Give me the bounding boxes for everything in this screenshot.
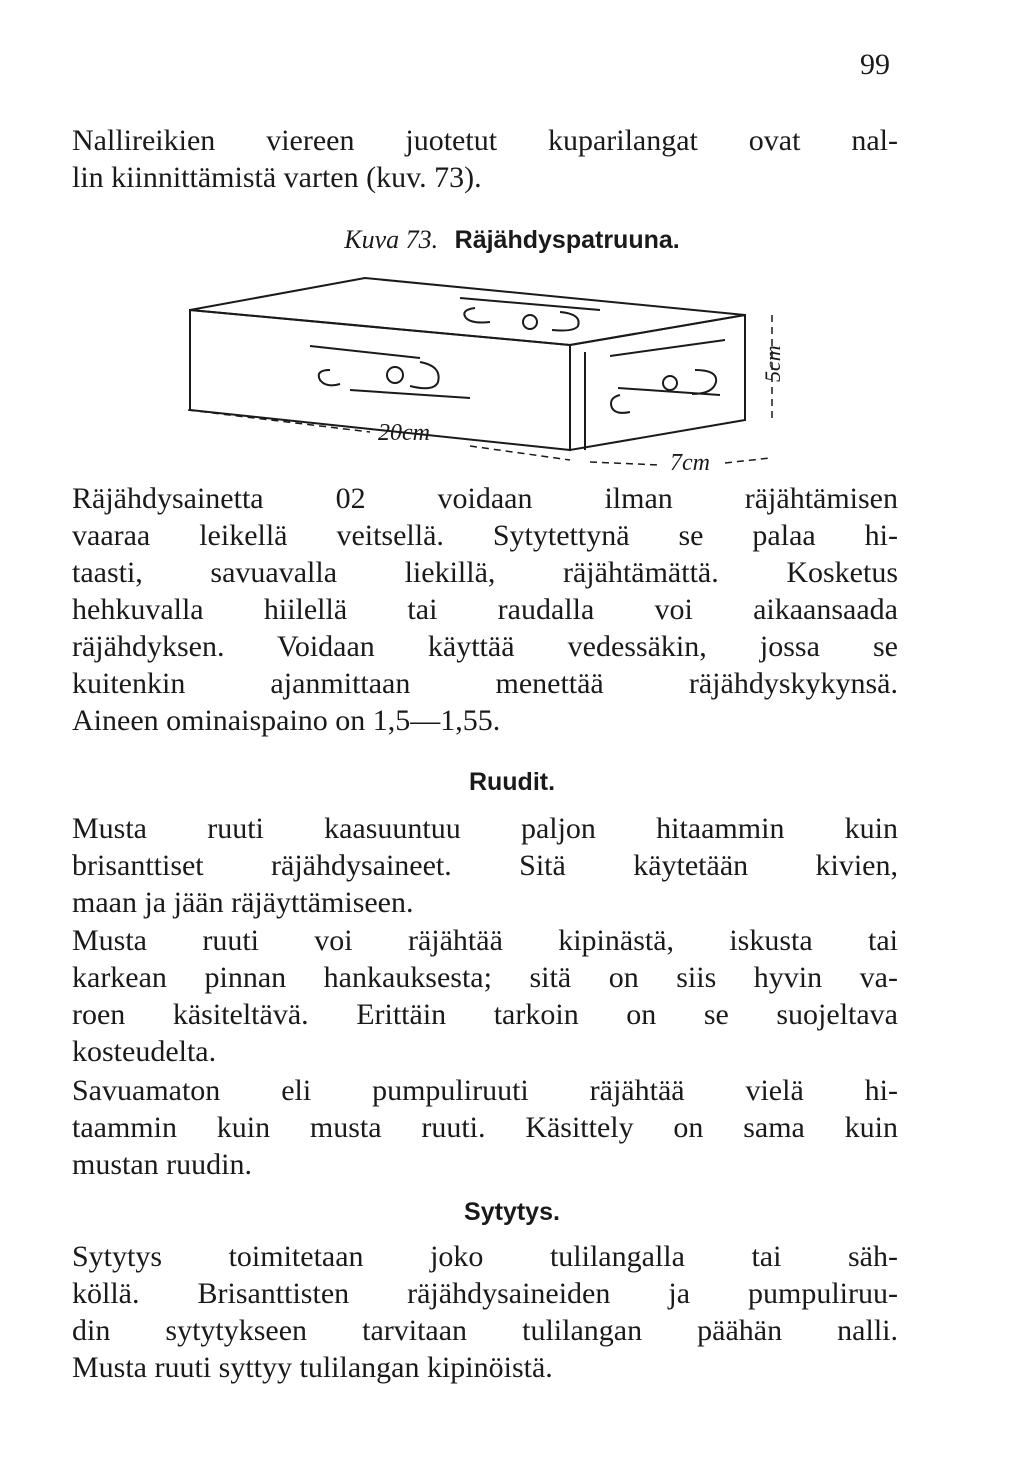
width-label: 7cm (670, 450, 710, 476)
text-line: räjähdyksen. Voidaan käyttää vedessäkin, jossa se (72, 630, 898, 663)
text-line: maan ja jään räjäyttämiseen. (72, 886, 414, 919)
intro-paragraph (72, 122, 898, 196)
text-line: Aineen ominaispaino on 1,5—1,55. (72, 704, 501, 737)
text-line: din sytytykseen tarvitaan tulilangan päähän nalli. (72, 1314, 898, 1347)
heading-ruudit: Ruudit. (468, 768, 556, 796)
height-label: 5cm (760, 345, 785, 382)
box-end-face (570, 315, 745, 450)
text-line: mustan ruudin. (72, 1148, 252, 1181)
paragraph-smokeless-powder (72, 1072, 898, 1183)
box-top-face (190, 278, 745, 345)
text-line: taammin kuin musta ruuti. Käsittely on sama kuin (72, 1111, 898, 1144)
text-line: kosteudelta. (72, 1035, 217, 1068)
text-line: hehkuvalla hiilellä tai raudalla voi aikaansaada (72, 593, 898, 626)
text-line: kuitenkin ajanmittaan menettää räjähdyskykynsä. (72, 667, 898, 700)
text-line: vaaraa leikellä veitsellä. Sytytettynä se palaa hi- (72, 519, 898, 552)
text-line: roen käsiteltävä. Erittäin tarkoin on se suojeltava (72, 998, 898, 1031)
paragraph-ignition (72, 1238, 898, 1386)
text-line: Nallireikien viereen juotetut kuparilangat ovat nal- (72, 124, 898, 157)
text-line: brisanttiset räjähdysaineet. Sitä käytetään kivien, (72, 849, 898, 882)
length-label: 20cm (378, 420, 430, 446)
text-line: köllä. Brisanttisten räjähdysaineiden ja pumpuliruu- (72, 1277, 898, 1310)
figure-number: Kuva 73. (344, 225, 439, 254)
text-line: karkean pinnan hankauksesta; sitä on siis hyvin va- (72, 961, 898, 994)
cartridge-drawing (180, 270, 800, 490)
text-line: Savuamaton eli pumpuliruuti räjähtää vielä hi- (72, 1074, 898, 1107)
text-line: taasti, savuavalla liekillä, räjähtämättä. Kosketus (72, 556, 898, 589)
heading-sytytys: Sytytys. (464, 1198, 560, 1226)
text-line: Musta ruuti syttyy tulilangan kipinöistä. (72, 1351, 553, 1384)
text-line: Räjähdysainetta 02 voidaan ilman räjähtämisen (72, 482, 898, 515)
page-number: 99 (860, 48, 890, 81)
paragraph-black-powder (72, 810, 898, 921)
text-line: lin kiinnittämistä varten (kuv. 73). (72, 161, 482, 194)
figure-caption (0, 225, 1024, 255)
text-line: Musta ruuti kaasuuntuu paljon hitaammin kuin (72, 812, 898, 845)
figure-title: Räjähdyspatruuna. (454, 226, 680, 254)
text-line: Musta ruuti voi räjähtää kipinästä, iskusta tai (72, 924, 898, 957)
cartridge-figure (180, 270, 800, 490)
paragraph-black-powder-handling (72, 922, 898, 1070)
text-line: Sytytys toimitetaan joko tulilangalla tai säh- (72, 1240, 898, 1273)
paragraph-explosive-02 (72, 480, 898, 739)
